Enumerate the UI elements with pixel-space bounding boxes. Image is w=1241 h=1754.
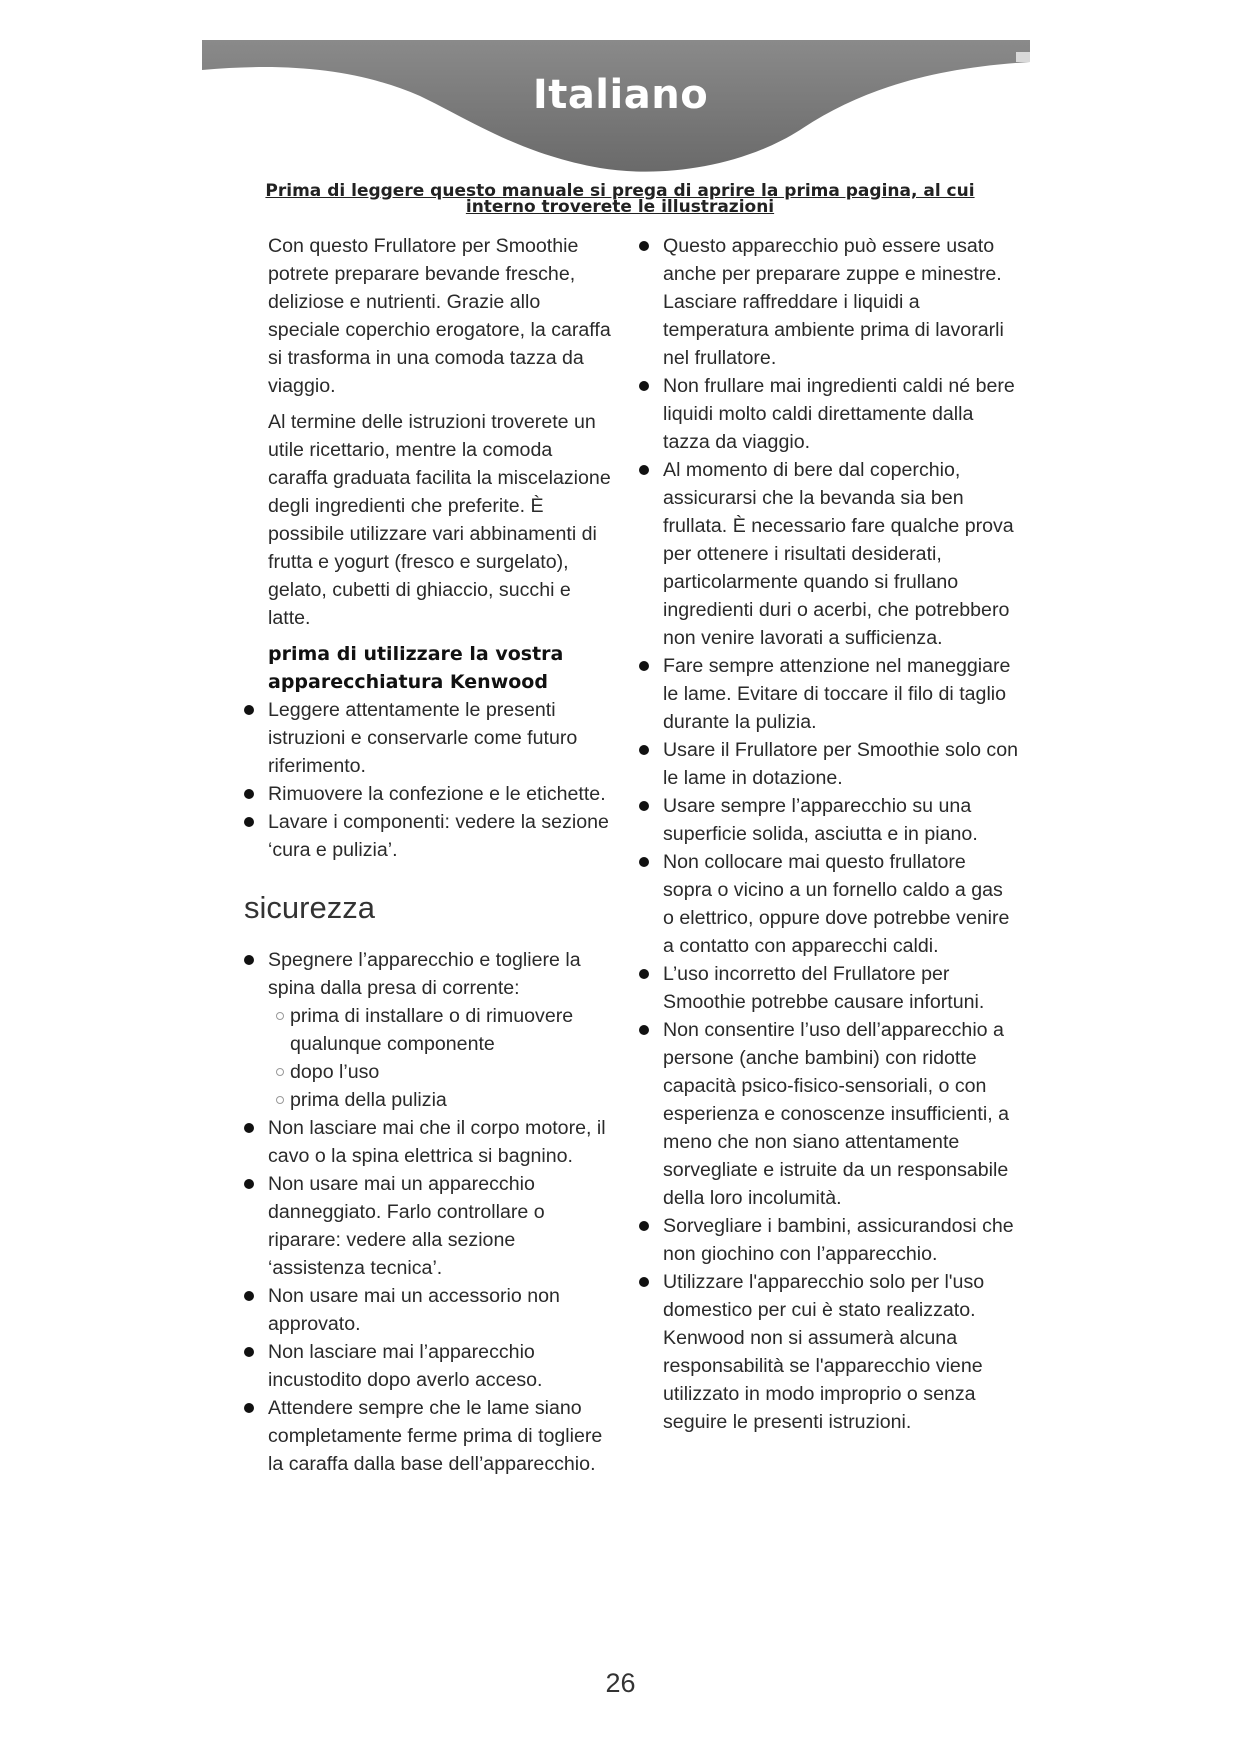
list-item: Leggere attentamente le presenti istruzioni e conservarle come futuro riferimento. — [244, 696, 616, 780]
list-item: Fare sempre attenzione nel maneggiare le lame. Evitare di toccare il filo di taglio durante la pulizia. — [639, 652, 1019, 736]
list-item — [244, 946, 616, 1114]
left-column — [244, 232, 616, 1478]
safety-sub-list — [268, 1002, 616, 1114]
intro-paragraph: Al termine delle istruzioni troverete un utile ricettario, mentre la comoda caraffa graduata facilita la miscelazione degli ingredienti che preferite. È possibile utilizzare vari abbinamenti di frutta e yogurt (fresco e surgelato), gelato, cubetti di ghiaccio, succhi e latte. — [268, 411, 611, 629]
language-title: Italiano — [532, 72, 709, 118]
list-item: Usare il Frullatore per Smoothie solo con le lame in dotazione. — [639, 736, 1019, 792]
sub-list-item: prima della pulizia — [268, 1086, 616, 1114]
list-item: Utilizzare l'apparecchio solo per l'uso domestico per cui è stato realizzato. Kenwood non si assumerà alcuna responsabilità se l'apparecchio viene utilizzato in modo improprio o senza seguire le presenti istruzioni. — [639, 1268, 1019, 1436]
list-item: Attendere sempre che le lame siano completamente ferme prima di togliere la caraffa dalla base dell’apparecchio. — [244, 1394, 616, 1478]
list-item: Lavare i componenti: vedere la sezione ‘cura e pulizia’. — [244, 808, 616, 864]
page-number: 26 — [605, 1668, 636, 1698]
list-item: Non lasciare mai che il corpo motore, il cavo o la spina elettrica si bagnino. — [244, 1114, 616, 1170]
before-use-heading: prima di utilizzare la vostra apparecchiatura Kenwood — [268, 643, 564, 693]
sub-list-item: prima di installare o di rimuovere qualunque componente — [268, 1002, 616, 1058]
list-item: L’uso incorretto del Frullatore per Smoothie potrebbe causare infortuni. — [639, 960, 1019, 1016]
list-item-text: Spegnere l’apparecchio e togliere la spina dalla presa di corrente: — [268, 949, 581, 999]
list-item: Non collocare mai questo frullatore sopra o vicino a un fornello caldo a gas o elettrico, oppure dove potrebbe venire a contatto con apparecchi caldi. — [639, 848, 1019, 960]
right-column — [639, 232, 1019, 1436]
list-item: Al momento di bere dal coperchio, assicurarsi che la bevanda sia ben frullata. È necessario fare qualche prova per ottenere i risultati desiderati, particolarmente quando si frullano ingredienti duri o acerbi, che potrebbero non venire lavorati a sufficienza. — [639, 456, 1019, 652]
list-item: Non lasciare mai l’apparecchio incustodito dopo averlo acceso. — [244, 1338, 616, 1394]
list-item: Non consentire l’uso dell’apparecchio a persone (anche bambini) con ridotte capacità psico-fisico-sensoriali, o con esperienza e conoscenze insufficienti, a meno che non siano attentamente sorvegliate e istruite da un responsabile della loro incolumità. — [639, 1016, 1019, 1212]
intro-paragraph: Con questo Frullatore per Smoothie potrete preparare bevande fresche, deliziose e nutrienti. Grazie allo speciale coperchio erogatore, la caraffa si trasforma in una comoda tazza da viaggio. — [268, 235, 611, 397]
list-item: Sorvegliare i bambini, assicurandosi che non giochino con l’apparecchio. — [639, 1212, 1019, 1268]
safety-list — [244, 946, 616, 1478]
list-item: Non usare mai un apparecchio danneggiato. Farlo controllare o riparare: vedere alla sezione ‘assistenza tecnica’. — [244, 1170, 616, 1282]
list-item: Rimuovere la confezione e le etichette. — [244, 780, 616, 808]
safety-list-continued — [639, 232, 1019, 1436]
sub-list-item: dopo l’uso — [268, 1058, 616, 1086]
list-item: Questo apparecchio può essere usato anche per preparare zuppe e minestre. Lasciare raffreddare i liquidi a temperatura ambiente prima di lavorarli nel frullatore. — [639, 232, 1019, 372]
list-item: Usare sempre l’apparecchio su una superficie solida, asciutta e in piano. — [639, 792, 1019, 848]
list-item: Non usare mai un accessorio non approvato. — [244, 1282, 616, 1338]
intro-note: Prima di leggere questo manuale si prega di aprire la prima pagina, al cui interno troverete le illustrazioni — [265, 181, 975, 217]
before-use-list — [244, 696, 616, 864]
safety-section-title: sicurezza — [244, 890, 375, 925]
list-item: Non frullare mai ingredienti caldi né bere liquidi molto caldi direttamente dalla tazza da viaggio. — [639, 372, 1019, 456]
